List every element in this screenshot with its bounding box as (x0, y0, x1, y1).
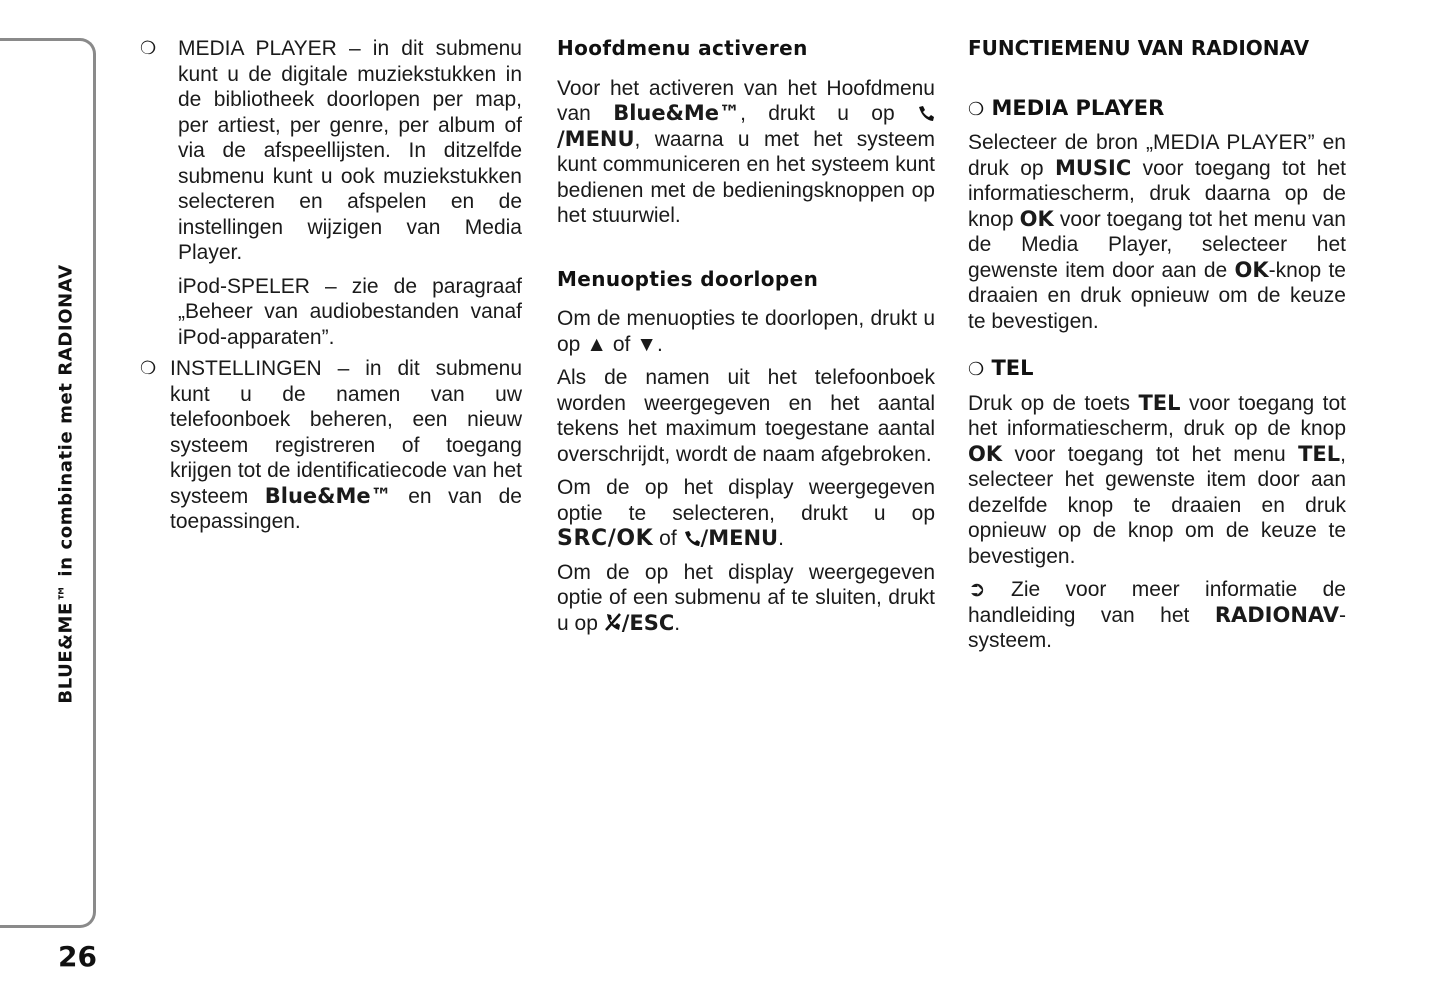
paragraph (968, 130, 1346, 334)
page-frame (0, 38, 96, 928)
subheading-label: TEL (991, 356, 1034, 380)
text: of (659, 527, 677, 550)
section-heading: Hoofdmenu activeren (557, 36, 808, 60)
music-key: MUSIC (1054, 155, 1132, 180)
paragraph: Als de namen uit het telefoonboek worden weergegeven en het aantal tekens het maximum toegestane aantal overschrijdt, wordt de naam afgebroken. (557, 366, 935, 466)
text: . (778, 527, 784, 550)
src-ok-key: SRC/OK (557, 526, 654, 551)
section-heading: FUNCTIEMENU VAN RADIONAV (968, 36, 1310, 60)
tel-key: TEL (1138, 390, 1181, 415)
text: Selecteer de bron „MEDIA PLAYER” en druk op (968, 131, 1346, 180)
text: voor toegang tot het informatiescherm, druk daarna op de knop (968, 156, 1346, 231)
arrow-up-icon: ▲ (586, 332, 607, 356)
paragraph (557, 76, 935, 229)
text: Zie voor meer informatie de handleiding van het (968, 578, 1346, 627)
text: Druk op de toets (968, 391, 1130, 415)
text: -systeem. (968, 603, 1346, 652)
menu-key: /MENU (557, 126, 635, 151)
subheading (968, 356, 1346, 383)
text: Om de menuopties te doorlopen, drukt u op (557, 307, 935, 356)
text: . (657, 332, 663, 356)
text: , drukt u op (740, 102, 895, 125)
text: Om de op het display weergegeven optie of een submenu af te sluiten, drukt u op (557, 560, 935, 635)
note (968, 577, 1346, 654)
ok-key: OK (968, 441, 1003, 466)
section-heading: Menuopties doorlopen (557, 266, 819, 291)
text: voor toegang tot het menu (1014, 442, 1286, 466)
subheading (968, 96, 1346, 123)
column-right (968, 36, 1346, 662)
column-left (140, 36, 522, 543)
list-item (140, 36, 522, 266)
bullet-circle-icon: ❍ (140, 358, 157, 378)
ok-key: OK (1234, 257, 1269, 282)
ok-key: OK (1019, 206, 1054, 231)
mute-phone-icon (604, 612, 622, 632)
instellingen-text-post: en van de toepassingen. (170, 484, 522, 533)
menu-key: /MENU (700, 526, 779, 550)
text: . (674, 611, 681, 635)
brand-name: Blue&Me™ (613, 101, 741, 125)
paragraph (557, 560, 935, 637)
ipod-note: iPod-SPELER – zie de paragraaf „Beheer van audiobestanden vanaf iPod-apparaten”. (178, 274, 522, 349)
chapter-title: BLUE&ME™ in combinatie met RADIONAV (55, 264, 77, 704)
esc-key: /ESC (621, 610, 675, 635)
instellingen-text-pre: INSTELLINGEN – in dit submenu kunt u de namen van uw telefoonboek beheren, een nieuw systeem registreren of toegang krijgen tot de identificatiecode van het systeem (170, 357, 522, 508)
phone-icon (683, 529, 701, 547)
radionav-label: RADIONAV (1214, 602, 1339, 627)
text: voor toegang tot het menu van de Media Player, selecteer het gewenste item door aan de (968, 207, 1346, 282)
text: of (612, 332, 631, 356)
text: Voor het activeren van het Hoofdmenu van (557, 76, 935, 125)
brand-name: Blue&Me™ (264, 483, 392, 508)
text: -knop te draaien en druk opnieuw om de keuze te bevestigen. (968, 258, 1346, 333)
paragraph (968, 391, 1346, 570)
page-number: 26 (58, 940, 97, 973)
column-middle (557, 36, 935, 644)
media-player-description: MEDIA PLAYER – in dit submenu kunt u de digitale muziekstukken in de bibliotheek doorlopen per map, per artiest, per genre, per album of via de afspeellijsten. In ditzelfde submenu kunt u ook muziekstukken selecteren en afspelen en de instellingen wijzigen van Media Player. (178, 37, 522, 264)
tel-key: TEL (1298, 441, 1341, 466)
bullet-circle-icon: ❍ (140, 38, 157, 58)
subheading-label: MEDIA PLAYER (991, 95, 1165, 120)
arrow-right-circle-icon: ➲ (968, 578, 986, 601)
paragraph (557, 475, 935, 552)
text: , selecteer het gewenste item door aan dezelfde knop te draaien en druk opnieuw op de knop om de keuze te bevestigen. (968, 442, 1346, 568)
arrow-down-icon: ▼ (636, 332, 657, 356)
text: voor toegang tot het informatiescherm, druk op de knop (968, 391, 1346, 440)
list-item (140, 356, 522, 535)
phone-icon (917, 104, 935, 122)
text: , waarna u met het systeem kunt communiceren en het systeem kunt bedienen met de bedieningsknoppen op het stuurwiel. (557, 127, 935, 227)
paragraph (557, 306, 935, 357)
bullet-circle-icon: ❍ (968, 98, 985, 120)
text: Om de op het display weergegeven optie te selecteren, drukt u op (557, 476, 935, 525)
bullet-circle-icon: ❍ (968, 359, 985, 380)
